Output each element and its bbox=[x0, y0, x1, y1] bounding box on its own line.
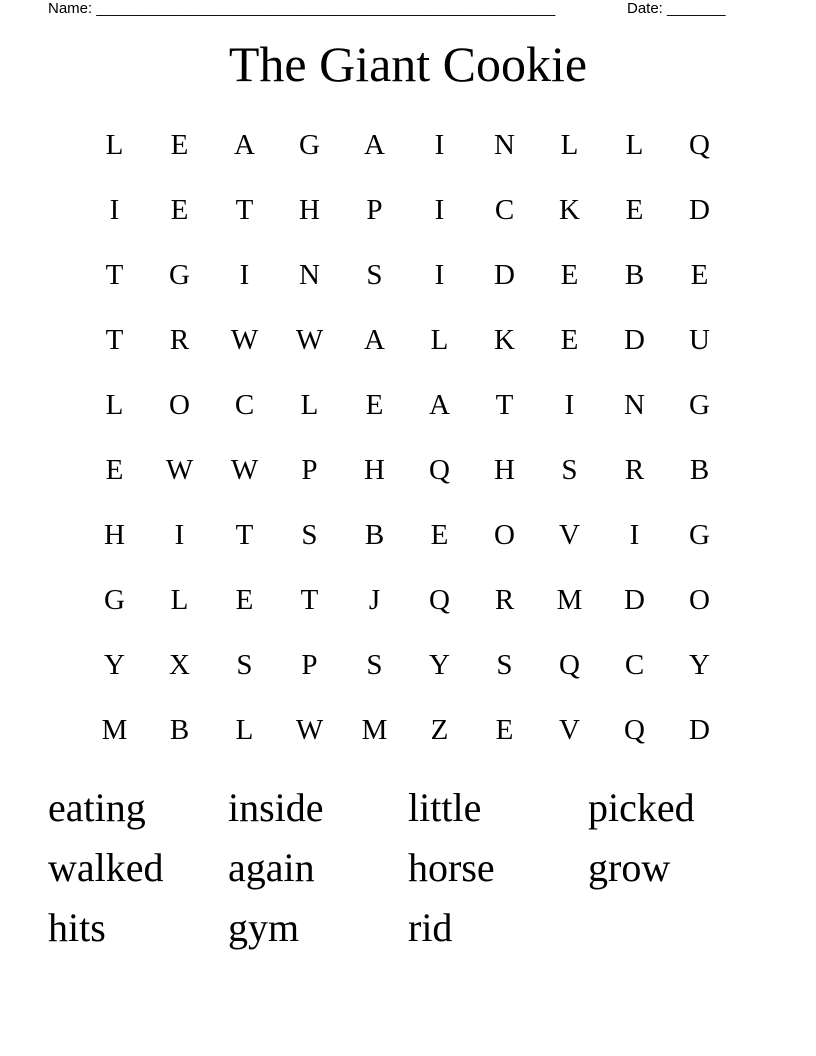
grid-cell: S bbox=[366, 649, 383, 681]
letter-grid bbox=[82, 113, 732, 763]
grid-cell: P bbox=[301, 649, 318, 681]
grid-cell: E bbox=[430, 519, 449, 551]
grid-cell: W bbox=[165, 454, 194, 486]
grid-cell: A bbox=[364, 324, 385, 356]
word-list-item: grow bbox=[588, 845, 671, 890]
grid-cell: C bbox=[624, 649, 645, 681]
grid-cell: M bbox=[556, 584, 583, 616]
grid-cell: T bbox=[105, 259, 124, 291]
page-title: The Giant Cookie bbox=[228, 36, 588, 92]
grid-cell: E bbox=[690, 259, 709, 291]
grid-cell: H bbox=[494, 454, 515, 486]
grid-cell: I bbox=[564, 389, 575, 421]
word-list-item: picked bbox=[588, 785, 695, 830]
grid-cell: R bbox=[624, 454, 645, 486]
grid-cell: B bbox=[624, 259, 645, 291]
grid-cell: L bbox=[105, 129, 124, 161]
grid-cell: E bbox=[235, 584, 254, 616]
grid-cell: G bbox=[689, 519, 710, 551]
word-list bbox=[48, 778, 768, 958]
grid-cell: X bbox=[169, 649, 190, 681]
grid-cell: B bbox=[169, 714, 190, 746]
grid-cell: R bbox=[169, 324, 190, 356]
grid-cell: Y bbox=[689, 649, 710, 681]
grid-cell: H bbox=[104, 519, 125, 551]
grid-cell: Y bbox=[429, 649, 450, 681]
grid-cell: V bbox=[559, 519, 580, 551]
grid-cell: I bbox=[434, 259, 445, 291]
grid-cell: E bbox=[170, 194, 189, 226]
word-list-item: rid bbox=[408, 905, 453, 950]
grid-cell: L bbox=[105, 389, 124, 421]
grid-cell: I bbox=[109, 194, 120, 226]
grid-cell: E bbox=[105, 454, 124, 486]
grid-cell: C bbox=[494, 194, 515, 226]
grid-cell: S bbox=[496, 649, 513, 681]
grid-cell: N bbox=[494, 129, 515, 161]
grid-cell: I bbox=[174, 519, 185, 551]
grid-cell: L bbox=[235, 714, 254, 746]
grid-cell: Y bbox=[104, 649, 125, 681]
grid-cell: L bbox=[625, 129, 644, 161]
word-list-item: inside bbox=[228, 785, 324, 830]
grid-cell: B bbox=[689, 454, 710, 486]
grid-cell: S bbox=[561, 454, 578, 486]
grid-cell: T bbox=[495, 389, 514, 421]
grid-cell: O bbox=[689, 584, 710, 616]
grid-cell: L bbox=[300, 389, 319, 421]
grid-cell: H bbox=[364, 454, 385, 486]
grid-cell: W bbox=[295, 324, 324, 356]
grid-cell: D bbox=[494, 259, 515, 291]
grid-cell: W bbox=[295, 714, 324, 746]
grid-cell: L bbox=[430, 324, 449, 356]
grid-cell: B bbox=[364, 519, 385, 551]
grid-cell: A bbox=[234, 129, 255, 161]
date-field-label: Date: _______ bbox=[627, 0, 726, 17]
word-list-item: horse bbox=[408, 845, 495, 890]
word-list-item: little bbox=[408, 785, 482, 830]
grid-cell: G bbox=[169, 259, 190, 291]
grid-cell: L bbox=[560, 129, 579, 161]
grid-cell: P bbox=[366, 194, 383, 226]
grid-cell: Q bbox=[429, 584, 450, 616]
grid-cell: E bbox=[495, 714, 514, 746]
grid-cell: Q bbox=[559, 649, 580, 681]
grid-cell: G bbox=[299, 129, 320, 161]
grid-cell: I bbox=[629, 519, 640, 551]
grid-cell: G bbox=[689, 389, 710, 421]
grid-cell: T bbox=[300, 584, 319, 616]
word-list-item: gym bbox=[228, 905, 300, 950]
grid-cell: E bbox=[365, 389, 384, 421]
grid-cell: K bbox=[559, 194, 580, 226]
grid-cell: W bbox=[230, 454, 259, 486]
word-list-item: eating bbox=[48, 785, 146, 830]
grid-cell: P bbox=[301, 454, 318, 486]
grid-cell: E bbox=[625, 194, 644, 226]
grid-cell: A bbox=[364, 129, 385, 161]
grid-cell: R bbox=[494, 584, 515, 616]
word-list-item: walked bbox=[48, 845, 164, 890]
grid-cell: W bbox=[230, 324, 259, 356]
grid-cell: T bbox=[105, 324, 124, 356]
grid-cell: S bbox=[236, 649, 253, 681]
word-list-item: again bbox=[228, 845, 315, 890]
grid-cell: Z bbox=[430, 714, 449, 746]
grid-cell: D bbox=[624, 324, 645, 356]
grid-cell: U bbox=[689, 324, 710, 356]
grid-cell: E bbox=[560, 259, 579, 291]
grid-cell: K bbox=[494, 324, 515, 356]
grid-cell: A bbox=[429, 389, 450, 421]
grid-cell: Q bbox=[429, 454, 450, 486]
grid-cell: Q bbox=[689, 129, 710, 161]
grid-cell: I bbox=[434, 194, 445, 226]
grid-cell: V bbox=[559, 714, 580, 746]
grid-cell: N bbox=[299, 259, 320, 291]
grid-cell: D bbox=[689, 194, 710, 226]
grid-cell: N bbox=[624, 389, 645, 421]
grid-cell: M bbox=[361, 714, 388, 746]
grid-cell: M bbox=[101, 714, 128, 746]
grid-cell: T bbox=[235, 194, 254, 226]
grid-cell: D bbox=[689, 714, 710, 746]
grid-cell: I bbox=[239, 259, 250, 291]
grid-cell: O bbox=[169, 389, 190, 421]
grid-cell: E bbox=[560, 324, 579, 356]
grid-cell: S bbox=[301, 519, 318, 551]
grid-cell: C bbox=[234, 389, 255, 421]
grid-cell: J bbox=[368, 584, 381, 616]
grid-cell: Q bbox=[624, 714, 645, 746]
grid-cell: E bbox=[170, 129, 189, 161]
grid-cell: T bbox=[235, 519, 254, 551]
word-list-item: hits bbox=[48, 905, 106, 950]
header bbox=[48, 0, 748, 20]
grid-cell: S bbox=[366, 259, 383, 291]
grid-cell: D bbox=[624, 584, 645, 616]
grid-cell: L bbox=[170, 584, 189, 616]
grid-cell: I bbox=[434, 129, 445, 161]
grid-cell: H bbox=[299, 194, 320, 226]
name-field-label: Name: _______________________________________________________ bbox=[48, 0, 556, 17]
grid-cell: G bbox=[104, 584, 125, 616]
grid-cell: O bbox=[494, 519, 515, 551]
